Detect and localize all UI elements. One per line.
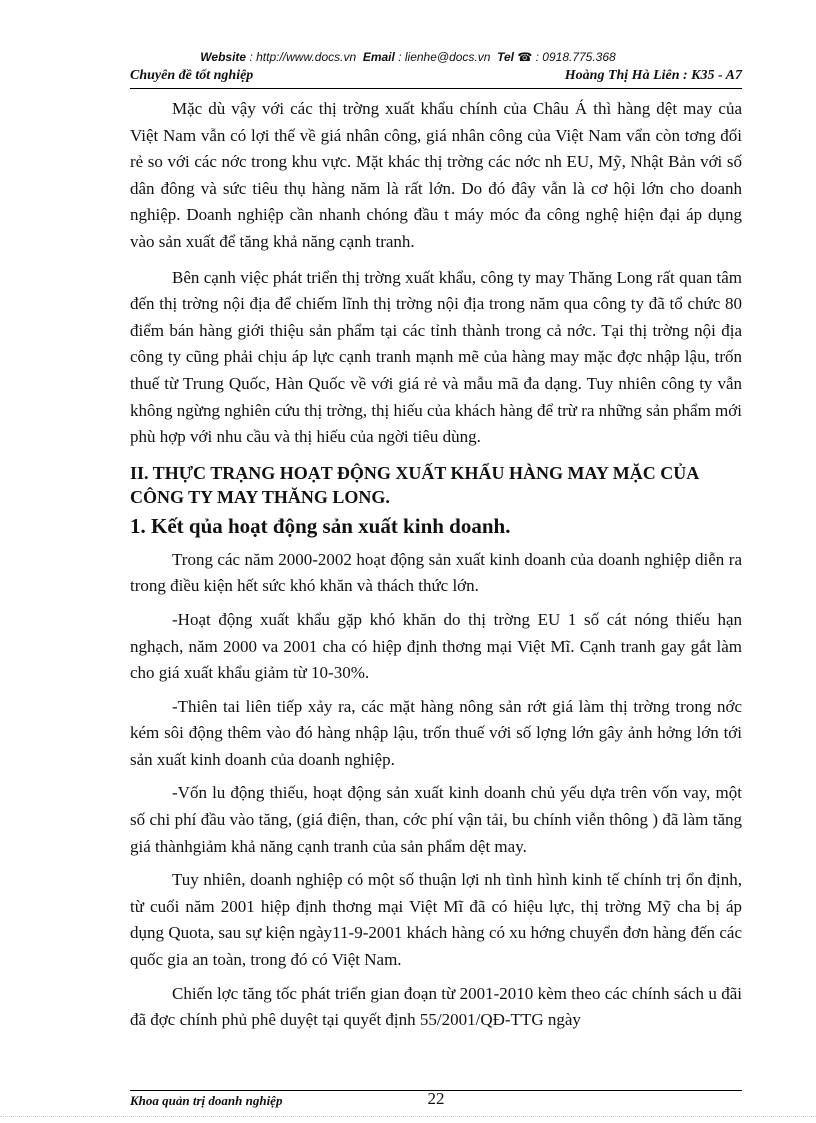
paragraph: Tuy nhiên, doanh nghiệp có một số thuận lợi nh tình hình kinh tế chính trị ổn định, từ cuối năm 2001 hiệp định thơng mại Việt Mĩ đã có hiệu lực, thị trờng Mỹ cha bị áp dụng Quota, sau sự kiện ngày11-9-2001 khách hàng có xu hớng chuyển đơn hàng đến các quốc gia an toàn, trong đó có Việt Nam. xyxy=(130,870,742,970)
paragraph: Chiến lợc tăng tốc phát triển gian đoạn từ 2001-2010 kèm theo các chính sách u đãi đã đợc chính phủ phê duyệt tại quyết định 55/2001/QĐ-TTG ngày xyxy=(130,983,742,1030)
paragraph: Bên cạnh việc phát triển thị trờng xuất khẩu, công ty may Thăng Long rất quan tâm đến thị trờng nội địa để chiếm lĩnh thị trờng nội địa trong năm qua công ty đã tổ chức 80 điểm bán hàng giới thiệu sản phẩm tại các tỉnh thành trong cả nớc. Tại thị trờng nội địa công ty cũng phải chịu áp lực cạnh tranh mạnh mẽ của hàng may mặc đợc nhập lậu, trốn thuế từ Trung Quốc, Hàn Quốc về với giá rẻ và mẫu mã đa dạng. Tuy nhiên công ty vẫn không ngừng nghiên cứu thị trờng, thị hiếu của khách hàng để trừ ra những sản phẩm mới phù hợp với nhu cầu và thị hiếu của ngời tiêu dùng. xyxy=(130,267,742,447)
footer-department: Khoa quản trị doanh nghiệp xyxy=(130,1093,283,1108)
page-header xyxy=(130,68,742,89)
website-label: Website xyxy=(200,50,247,64)
paragraph: -Vốn lu động thiếu, hoạt động sản xuất kinh doanh chủ yếu dựa trên vốn vay, một số chi phí đầu vào tăng, (giá điện, than, cớc phí vận tải, bu chính viễn thông ) đã làm tăng giá thànhgiảm khả năng cạnh tranh của sản phẩm dệt may. xyxy=(130,783,742,856)
section-heading: II. THỰC TRẠNG HOẠT ĐỘNG XUẤT KHẨU HÀNG MAY MẶC CỦA CÔNG TY MAY THĂNG LONG. xyxy=(130,462,699,507)
header-left-title: Chuyên đề tốt nghiệp xyxy=(130,68,254,83)
email-value[interactable]: : lienhe@docs.vn xyxy=(398,50,491,64)
header-author: Hoàng Thị Hà Liên : K35 - A7 xyxy=(564,68,742,83)
tel-label: Tel xyxy=(497,50,514,64)
document-body xyxy=(130,96,742,1041)
page-footer xyxy=(130,1090,742,1111)
subsection-heading: 1. Kết qủa hoạt động sản xuất kinh doanh. xyxy=(130,513,511,538)
paragraph: Trong các năm 2000-2002 hoạt động sản xuất kinh doanh của doanh nghiệp diễn ra trong điều kiện hết sức khó khăn và thách thức lớn. xyxy=(130,549,742,596)
page-number: 22 xyxy=(427,1089,445,1108)
paragraph: -Hoạt động xuất khẩu gặp khó khăn do thị trờng EU 1 số cát nóng thiếu hạn nghạch, năm 2000 va 2001 cha có hiệp định thơng mại Việt Mĩ. Cạnh tranh gay gắt làm cho giá xuất khẩu giảm từ 10-30%. xyxy=(130,609,742,683)
paragraph: -Thiên tai liên tiếp xảy ra, các mặt hàng nông sản rớt giá làm thị trờng trong nớc kém sôi động thêm vào đó hàng nhập lậu, trốn thuế với số lợng lớn gây ảnh hởng lớn tới sản xuất kinh doanh của doanh nghiệp. xyxy=(130,696,742,769)
website-value[interactable]: : http://www.docs.vn xyxy=(249,50,357,64)
email-label: Email xyxy=(362,50,395,64)
website-bar xyxy=(0,50,816,64)
paragraph: Mặc dù vậy với các thị trờng xuất khẩu chính của Châu Á thì hàng dệt may của Việt Nam vẫn có lợi thế về giá nhân công, giá nhân công của Việt Nam vẩn còn tơng đối rẻ so với các nớc trong khu vực. Mặt khác thị trờng các nớc nh EU, Mỹ, Nhật Bản với số dân đông và sức tiêu thụ hàng năm là rất lớn. Do đó đây vẫn là cơ hội lớn cho doanh nghiệp. Doanh nghiệp cần nhanh chóng đầu t máy móc đa công nghệ hiện đại áp dụng vào sản xuất để tăng khả năng cạnh tranh. xyxy=(130,99,742,251)
page-edge-divider xyxy=(0,1116,816,1117)
tel-value: ☎ : 0918.775.368 xyxy=(517,50,616,64)
